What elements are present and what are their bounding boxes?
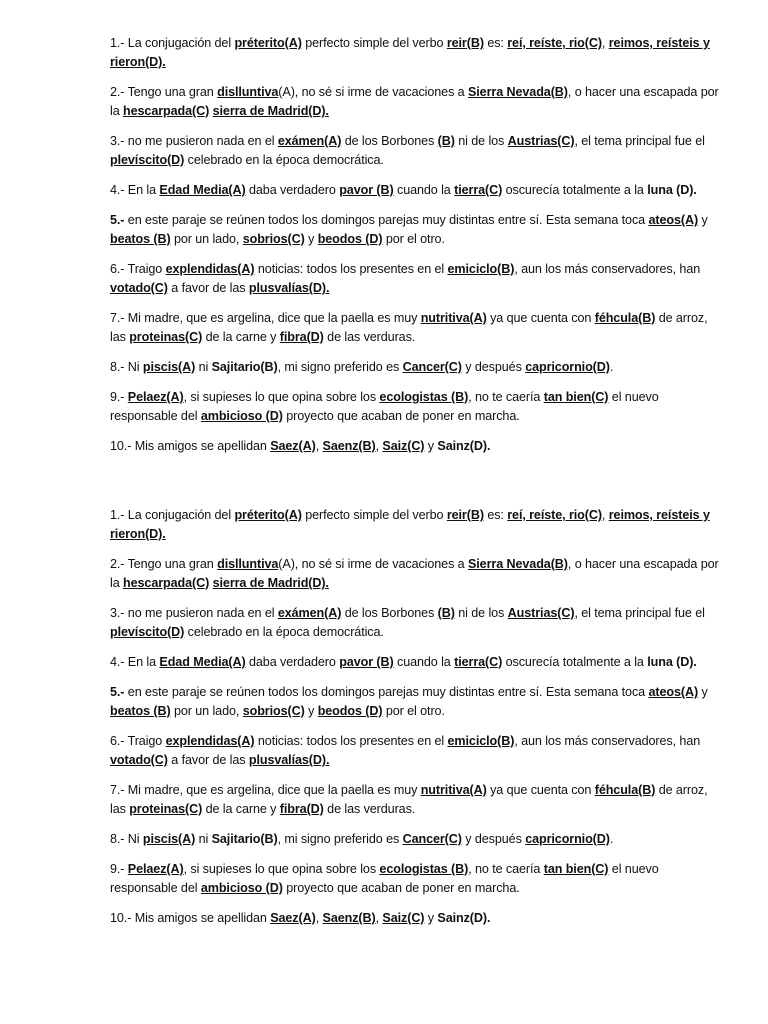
- sentence-text: 1.- La conjugación del: [110, 508, 235, 522]
- sentence-text: daba verdadero: [245, 183, 340, 197]
- sentence-text: en este paraje se reúnen todos los domingos parejas muy distintas entre sí. Esta semana toca: [124, 213, 649, 227]
- marked-word: ateos(A): [648, 685, 699, 699]
- sentence-text: , aun los más conservadores, han: [514, 262, 701, 276]
- exercise-sentence: [110, 211, 720, 249]
- marked-word: reimos, reísteis y rieron(D).: [110, 508, 710, 541]
- marked-word: ecologistas (B): [379, 862, 469, 876]
- marked-word: Sierra Nevada(B): [467, 557, 568, 571]
- sentence-text: de la carne y: [202, 330, 280, 344]
- marked-word: Pelaez(A): [127, 862, 184, 876]
- exercise-block: [110, 506, 720, 939]
- sentence-text: y después: [461, 360, 526, 374]
- marked-word: reí, reíste, rio(C): [507, 36, 602, 50]
- marked-word: tan bien(C): [543, 862, 609, 876]
- marked-word: reimos, reísteis y rieron(D).: [110, 36, 710, 69]
- bold-text: Sainz(D).: [437, 911, 491, 925]
- sentence-text: el nuevo responsable del: [110, 862, 659, 895]
- sentence-text: 4.- En la: [110, 655, 160, 669]
- marked-word: votado(C): [110, 281, 168, 295]
- marked-word: hescarpada(C): [123, 104, 210, 118]
- marked-word: féhcula(B): [594, 783, 656, 797]
- sentence-text: y: [304, 232, 318, 246]
- sentence-text: es:: [483, 508, 508, 522]
- sentence-text: a favor de las: [167, 281, 249, 295]
- sentence-text: de la carne y: [202, 802, 280, 816]
- sentence-text: , el tema principal fue el: [574, 606, 705, 620]
- exercise-sentence: [110, 909, 720, 928]
- marked-word: piscis(A): [142, 832, 196, 846]
- marked-word: plusvalías(D).: [248, 281, 330, 295]
- sentence-text: de los Borbones: [341, 134, 438, 148]
- marked-word: piscis(A): [142, 360, 196, 374]
- sentence-text: , o hacer una escapada por la: [110, 557, 719, 590]
- sentence-text: y: [698, 685, 708, 699]
- marked-word: fibra(D): [279, 330, 324, 344]
- marked-word: Saenz(B): [322, 439, 376, 453]
- sentence-text: ni: [195, 360, 212, 374]
- sentence-text: 6.- Traigo: [110, 262, 166, 276]
- sentence-text: ,: [375, 911, 383, 925]
- sentence-text: (A), no sé si irme de vacaciones a: [278, 557, 468, 571]
- sentence-text: de arroz, las: [110, 783, 708, 816]
- marked-word: exámen(A): [277, 134, 342, 148]
- sentence-text: 7.- Mi madre, que es argelina, dice que la paella es muy: [110, 783, 421, 797]
- marked-word: dislluntiva: [217, 557, 279, 571]
- exercise-sentence: [110, 83, 720, 121]
- sentence-text: por el otro.: [382, 704, 445, 718]
- exercise-sentence: [110, 781, 720, 819]
- sentence-text: , mi signo preferido es: [277, 360, 403, 374]
- sentence-text: proyecto que acaban de poner en marcha.: [282, 409, 520, 423]
- sentence-text: ,: [601, 36, 609, 50]
- marked-word: Edad Media(A): [159, 655, 246, 669]
- marked-word: capricornio(D): [525, 360, 610, 374]
- sentence-text: ya que cuenta con: [486, 311, 595, 325]
- marked-word: Sierra Nevada(B): [467, 85, 568, 99]
- marked-word: fibra(D): [279, 802, 324, 816]
- sentence-text: a favor de las: [167, 753, 249, 767]
- exercise-sentence: [110, 132, 720, 170]
- sentence-text: cuando la: [393, 183, 455, 197]
- sentence-text: 3.- no me pusieron nada en el: [110, 134, 278, 148]
- marked-word: sobrios(C): [242, 704, 305, 718]
- marked-word: beodos (D): [317, 232, 383, 246]
- marked-word: emiciclo(B): [447, 262, 515, 276]
- exercise-sentence: [110, 388, 720, 426]
- marked-word: explendidas(A): [165, 262, 255, 276]
- sentence-text: , aun los más conservadores, han: [514, 734, 701, 748]
- sentence-text: , o hacer una escapada por la: [110, 85, 719, 118]
- marked-word: ambicioso (D): [200, 409, 283, 423]
- sentence-text: 7.- Mi madre, que es argelina, dice que la paella es muy: [110, 311, 421, 325]
- marked-word: nutritiva(A): [420, 311, 487, 325]
- marked-word: Saiz(C): [382, 911, 425, 925]
- sentence-text: ,: [315, 439, 323, 453]
- exercise-sentence: [110, 181, 720, 200]
- sentence-text: 4.- En la: [110, 183, 160, 197]
- marked-word: beatos (B): [110, 232, 171, 246]
- sentence-text: ,: [315, 911, 323, 925]
- marked-word: préterito(A): [234, 508, 302, 522]
- exercise-sentence: [110, 309, 720, 347]
- marked-word: pavor (B): [339, 655, 394, 669]
- marked-word: Saez(A): [270, 911, 316, 925]
- sentence-text: de arroz, las: [110, 311, 708, 344]
- sentence-text: 9.-: [110, 862, 128, 876]
- sentence-text: celebrado en la época democrática.: [184, 153, 384, 167]
- sentence-text: el nuevo responsable del: [110, 390, 659, 423]
- marked-word: beodos (D): [317, 704, 383, 718]
- sentence-text: 3.- no me pusieron nada en el: [110, 606, 278, 620]
- exercise-block: [110, 34, 720, 467]
- bold-text: Sajitario(B): [211, 360, 278, 374]
- exercise-sentence: [110, 506, 720, 544]
- sentence-text: ni: [195, 832, 212, 846]
- marked-word: (B): [437, 134, 455, 148]
- sentence-text: ,: [375, 439, 383, 453]
- bold-text: luna (D).: [647, 183, 697, 197]
- marked-word: hescarpada(C): [123, 576, 210, 590]
- marked-word: ateos(A): [648, 213, 699, 227]
- sentence-text: (A), no sé si irme de vacaciones a: [278, 85, 468, 99]
- sentence-text: noticias: todos los presentes en el: [254, 734, 448, 748]
- sentence-text: perfecto simple del verbo: [301, 508, 447, 522]
- sentence-text: daba verdadero: [245, 655, 340, 669]
- marked-word: reir(B): [446, 508, 484, 522]
- marked-word: sobrios(C): [242, 232, 305, 246]
- sentence-text: , el tema principal fue el: [574, 134, 705, 148]
- exercise-sentence: [110, 732, 720, 770]
- sentence-text: ya que cuenta con: [486, 783, 595, 797]
- marked-word: plevíscito(D): [110, 625, 185, 639]
- sentence-text: 10.- Mis amigos se apellidan: [110, 911, 271, 925]
- marked-word: tierra(C): [454, 655, 503, 669]
- sentence-text: de los Borbones: [341, 606, 438, 620]
- sentence-text: noticias: todos los presentes en el: [254, 262, 448, 276]
- marked-word: Saiz(C): [382, 439, 425, 453]
- sentence-text: , si supieses lo que opina sobre los: [183, 862, 380, 876]
- sentence-text: y después: [461, 832, 526, 846]
- sentence-text: 8.- Ni: [110, 360, 143, 374]
- sentence-text: ni de los: [454, 134, 508, 148]
- sentence-text: oscurecía totalmente a la: [502, 183, 648, 197]
- sentence-text: perfecto simple del verbo: [301, 36, 447, 50]
- exercise-sentence: [110, 34, 720, 72]
- marked-word: explendidas(A): [165, 734, 255, 748]
- sentence-text: por el otro.: [382, 232, 445, 246]
- marked-word: capricornio(D): [525, 832, 610, 846]
- marked-word: féhcula(B): [594, 311, 656, 325]
- marked-word: tan bien(C): [543, 390, 609, 404]
- sentence-text: oscurecía totalmente a la: [502, 655, 648, 669]
- marked-word: beatos (B): [110, 704, 171, 718]
- sentence-text: , no te caería: [468, 862, 544, 876]
- sentence-text: ,: [601, 508, 609, 522]
- marked-word: plevíscito(D): [110, 153, 185, 167]
- bold-text: Sajitario(B): [211, 832, 278, 846]
- marked-word: proteinas(C): [129, 330, 203, 344]
- exercise-sentence: [110, 555, 720, 593]
- marked-word: reir(B): [446, 36, 484, 50]
- marked-word: pavor (B): [339, 183, 394, 197]
- marked-word: (B): [437, 606, 455, 620]
- sentence-text: 2.- Tengo una gran: [110, 557, 218, 571]
- sentence-text: en este paraje se reúnen todos los domingos parejas muy distintas entre sí. Esta semana toca: [124, 685, 649, 699]
- sentence-text: y: [424, 911, 438, 925]
- exercise-sentence: [110, 604, 720, 642]
- sentence-text: 8.- Ni: [110, 832, 143, 846]
- sentence-text: proyecto que acaban de poner en marcha.: [282, 881, 520, 895]
- sentence-text: 6.- Traigo: [110, 734, 166, 748]
- bold-text: luna (D).: [647, 655, 697, 669]
- sentence-text: 10.- Mis amigos se apellidan: [110, 439, 271, 453]
- exercise-sentence: [110, 358, 720, 377]
- marked-word: Saez(A): [270, 439, 316, 453]
- sentence-text: 2.- Tengo una gran: [110, 85, 218, 99]
- marked-word: ambicioso (D): [200, 881, 283, 895]
- sentence-text: celebrado en la época democrática.: [184, 625, 384, 639]
- sentence-text: 9.-: [110, 390, 128, 404]
- exercise-sentence: [110, 860, 720, 898]
- marked-word: Cancer(C): [402, 832, 462, 846]
- marked-word: emiciclo(B): [447, 734, 515, 748]
- marked-word: tierra(C): [454, 183, 503, 197]
- marked-word: votado(C): [110, 753, 168, 767]
- marked-word: sierra de Madrid(D).: [212, 576, 329, 590]
- marked-word: Saenz(B): [322, 911, 376, 925]
- marked-word: ecologistas (B): [379, 390, 469, 404]
- sentence-text: .: [609, 832, 614, 846]
- marked-word: reí, reíste, rio(C): [507, 508, 602, 522]
- marked-word: proteinas(C): [129, 802, 203, 816]
- marked-word: nutritiva(A): [420, 783, 487, 797]
- sentence-text: cuando la: [393, 655, 455, 669]
- bold-text: Sainz(D).: [437, 439, 491, 453]
- marked-word: Pelaez(A): [127, 390, 184, 404]
- sentence-text: y: [698, 213, 708, 227]
- marked-word: Cancer(C): [402, 360, 462, 374]
- sentence-text: ni de los: [454, 606, 508, 620]
- sentence-text: es:: [483, 36, 508, 50]
- sentence-text: de las verduras.: [323, 802, 416, 816]
- marked-word: plusvalías(D).: [248, 753, 330, 767]
- sentence-text: por un lado,: [170, 232, 243, 246]
- bold-text: 5.-: [110, 213, 125, 227]
- sentence-text: y: [424, 439, 438, 453]
- sentence-text: , mi signo preferido es: [277, 832, 403, 846]
- marked-word: exámen(A): [277, 606, 342, 620]
- marked-word: préterito(A): [234, 36, 302, 50]
- marked-word: Austrias(C): [507, 134, 575, 148]
- exercise-sentence: [110, 260, 720, 298]
- exercise-sentence: [110, 653, 720, 672]
- sentence-text: y: [304, 704, 318, 718]
- exercise-sentence: [110, 437, 720, 456]
- sentence-text: 1.- La conjugación del: [110, 36, 235, 50]
- marked-word: dislluntiva: [217, 85, 279, 99]
- marked-word: Austrias(C): [507, 606, 575, 620]
- sentence-text: , no te caería: [468, 390, 544, 404]
- marked-word: sierra de Madrid(D).: [212, 104, 329, 118]
- exercise-sentence: [110, 683, 720, 721]
- sentence-text: por un lado,: [170, 704, 243, 718]
- bold-text: 5.-: [110, 685, 125, 699]
- sentence-text: .: [609, 360, 614, 374]
- marked-word: Edad Media(A): [159, 183, 246, 197]
- sentence-text: , si supieses lo que opina sobre los: [183, 390, 380, 404]
- exercise-sentence: [110, 830, 720, 849]
- sentence-text: de las verduras.: [323, 330, 416, 344]
